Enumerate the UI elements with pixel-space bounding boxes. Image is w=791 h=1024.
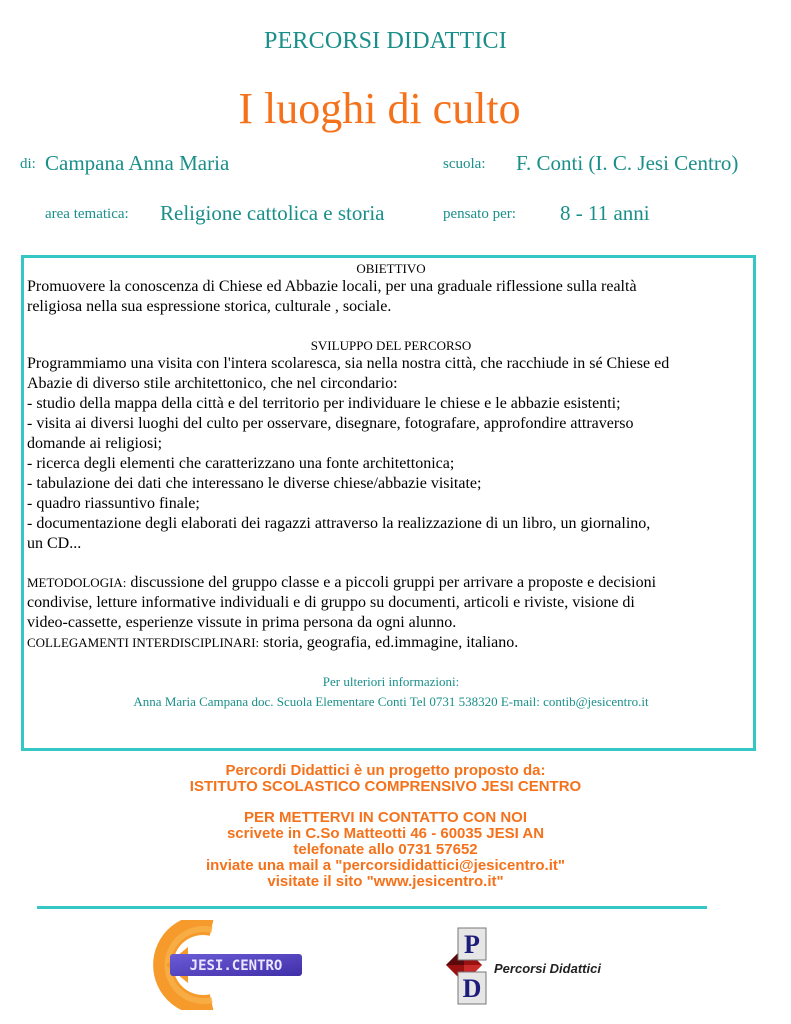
- objective-heading: OBIETTIVO: [356, 261, 426, 276]
- author-label: di:: [20, 156, 36, 172]
- project-line: Percordi Didattici è un progetto proposto da:: [225, 762, 546, 779]
- development-heading: SVILUPPO DEL PERCORSO: [310, 338, 472, 353]
- target-value: 8 - 11 anni: [560, 201, 650, 225]
- divider: [37, 906, 707, 909]
- content-box: [21, 255, 756, 751]
- jesi-logo-text: JESI.CENTRO: [189, 958, 283, 974]
- pd-letter-d: D: [462, 974, 482, 1003]
- jesi-centro-logo: [140, 920, 320, 1010]
- development-line: domande ai religiosi;: [27, 435, 163, 452]
- development-text: [27, 354, 755, 554]
- contact-info: [0, 810, 771, 890]
- school-value: F. Conti (I. C. Jesi Centro): [516, 151, 739, 175]
- development-line: un CD...: [27, 535, 82, 552]
- method-line: condivise, letture informative individuali e di gruppo su documenti, articoli e riviste, visione di: [27, 594, 635, 611]
- school-label: scuola:: [443, 156, 486, 172]
- pd-letter-p: P: [464, 930, 480, 959]
- page-title: I luoghi di culto: [238, 84, 521, 133]
- info-heading: Per ulteriori informazioni:: [322, 674, 460, 689]
- development-line: - tabulazione dei dati che interessano le diverse chiese/abbazie visitate;: [27, 475, 482, 492]
- contact-line: telefonate allo 0731 57652: [293, 841, 478, 858]
- development-line: - quadro riassuntivo finale;: [27, 495, 200, 512]
- method-text: [27, 573, 755, 653]
- section-title: PERCORSI DIDATTICI: [264, 28, 507, 54]
- percorsi-didattici-logo: [418, 920, 608, 1010]
- links-text: storia, geografia, ed.immagine, italiano.: [259, 634, 519, 651]
- development-line: Abazie di diverso stile architettonico, che nel circondario:: [27, 375, 398, 392]
- project-line: ISTITUTO SCOLASTICO COMPRENSIVO JESI CENTRO: [189, 778, 582, 795]
- method-line: discussione del gruppo classe e a piccoli gruppi per arrivare a proposte e decisioni: [126, 574, 657, 591]
- objective-line: Promuovere la conoscenza di Chiese ed Abbazie locali, per una graduale riflessione sulla realtà: [27, 278, 637, 295]
- contact-line: visitate il sito "www.jesicentro.it": [267, 873, 504, 890]
- area-label: area tematica:: [45, 206, 129, 222]
- development-line: - studio della mappa della città e del territorio per individuare le chiese e le abbazie esistenti;: [27, 395, 621, 412]
- target-label: pensato per:: [443, 206, 516, 222]
- development-line: Programmiamo una visita con l'intera scolaresca, sia nella nostra città, che racchiude in sé Chiese ed: [27, 355, 670, 372]
- author-value: Campana Anna Maria: [45, 151, 230, 175]
- objective-line: religiosa nella sua espressione storica, culturale , sociale.: [27, 298, 392, 315]
- development-line: - ricerca degli elementi che caratterizzano una fonte architettonica;: [27, 455, 455, 472]
- method-label: METODOLOGIA:: [27, 575, 127, 590]
- project-info: [0, 763, 771, 795]
- development-line: - documentazione degli elaborati dei ragazzi attraverso la realizzazione di un libro, un giornalino,: [27, 515, 651, 532]
- objective-text: [27, 277, 755, 317]
- development-line: - visita ai diversi luoghi del culto per osservare, disegnare, fotografare, approfondire attraverso: [27, 415, 634, 432]
- contact-line: scrivete in C.So Matteotti 46 - 60035 JESI AN: [226, 825, 545, 842]
- method-line: video-cassette, esperienze vissute in prima persona da ogni alunno.: [27, 614, 457, 631]
- links-label: COLLEGAMENTI INTERDISCIPLINARI:: [27, 635, 260, 650]
- contact-line: inviate una mail a "percorsididattici@jesicentro.it": [206, 857, 565, 874]
- contact-line: PER METTERVI IN CONTATTO CON NOI: [243, 809, 528, 826]
- pd-logo-text: Percorsi Didattici: [494, 961, 601, 976]
- area-value: Religione cattolica e storia: [160, 201, 385, 225]
- info-line: Anna Maria Campana doc. Scuola Elementare Conti Tel 0731 538320 E-mail: contib@jesicentro.it: [133, 694, 649, 709]
